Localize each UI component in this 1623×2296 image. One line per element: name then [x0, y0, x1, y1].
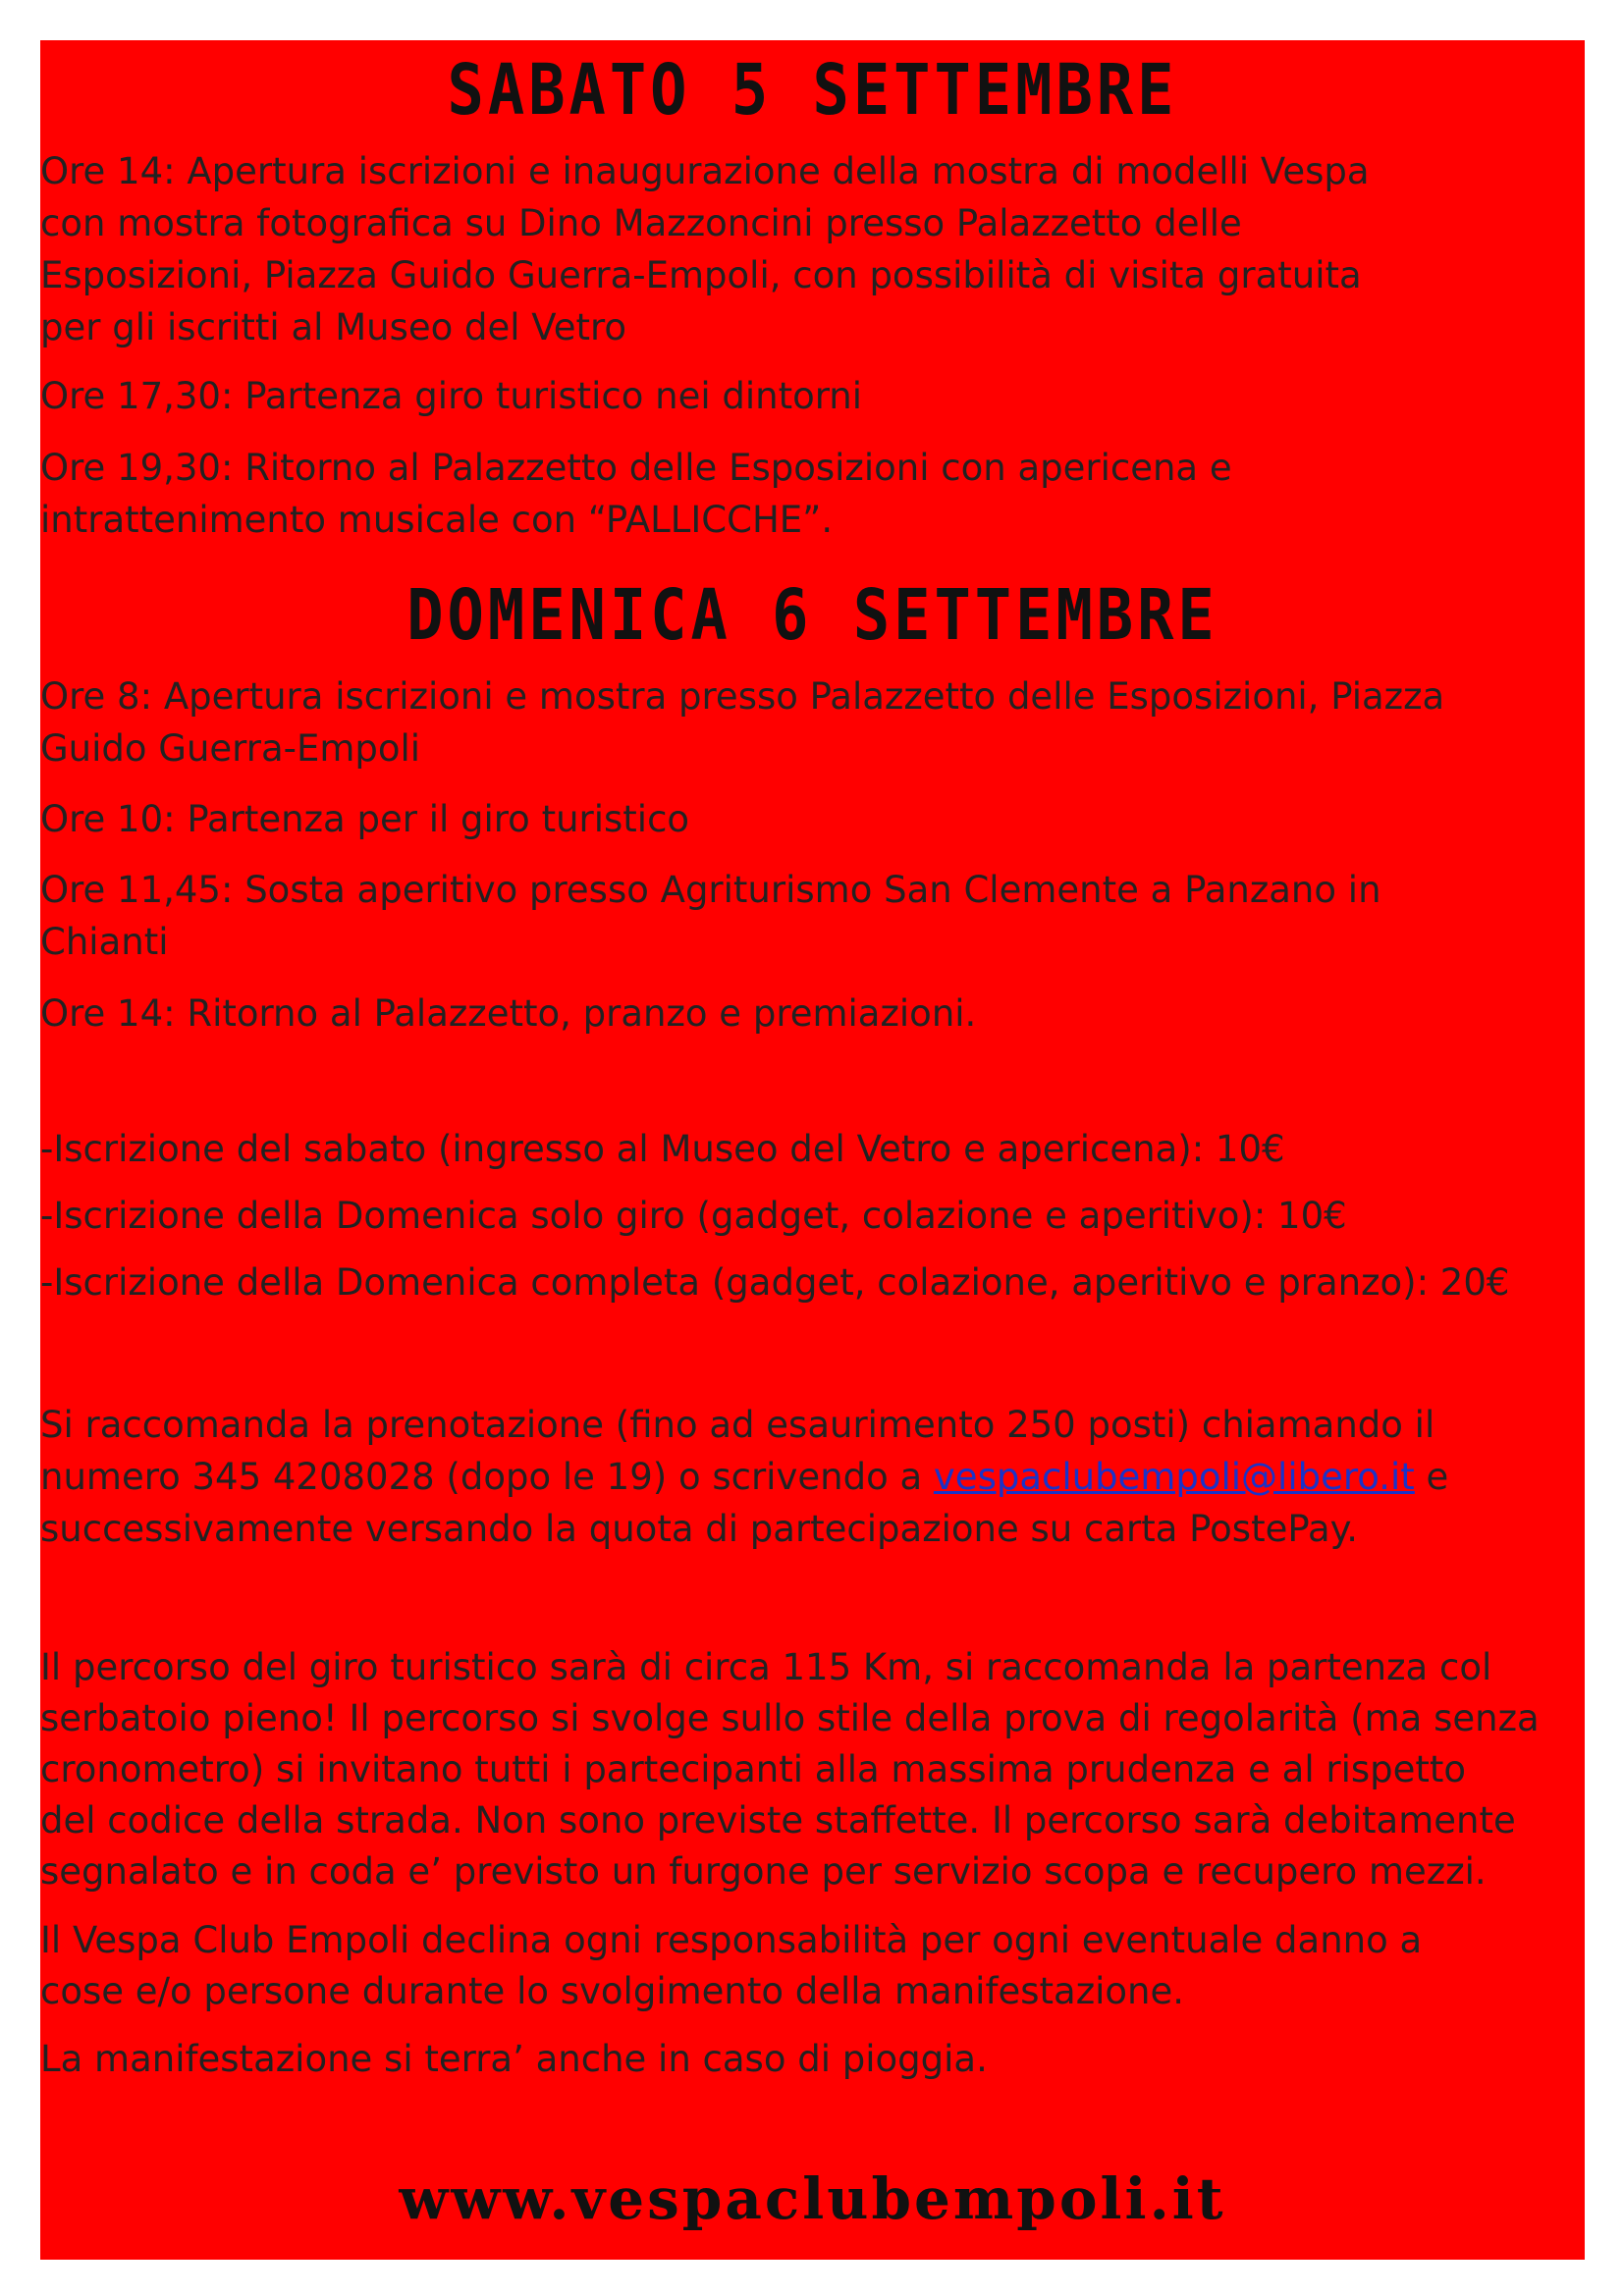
red-flyer-page: [40, 40, 1585, 2260]
saturday-item-3-line-1: Ore 19,30: Ritorno al Palazzetto delle Esposizioni con apericena e: [40, 447, 1232, 489]
website-link[interactable]: www.vespaclubempoli.it: [399, 2165, 1226, 2232]
saturday-item-1-line-4: per gli iscritti al Museo del Vetro: [40, 306, 627, 348]
disclaimer-line-2: cose e/o persone durante lo svolgimento della manifestazione.: [40, 1970, 1185, 2012]
saturday-title: SABATO 5 SETTEMBRE: [447, 48, 1178, 132]
saturday-item-1-line-1: Ore 14: Apertura iscrizioni e inaugurazione della mostra di modelli Vespa: [40, 150, 1370, 192]
saturday-item-1-line-2: con mostra fotografica su Dino Mazzoncini presso Palazzetto delle: [40, 202, 1242, 244]
route-line-1: Il percorso del giro turistico sarà di circa 115 Km, si raccomanda la partenza col: [40, 1646, 1492, 1688]
disclaimer-line-1: Il Vespa Club Empoli declina ogni responsabilità per ogni eventuale danno a: [40, 1919, 1423, 1961]
route-line-3: cronometro) si invitano tutti i partecipanti alla massima prudenza e al rispetto: [40, 1748, 1467, 1790]
sunday-item-1-line-1: Ore 8: Apertura iscrizioni e mostra presso Palazzetto delle Esposizioni, Piazza: [40, 675, 1445, 718]
sunday-item-3-line-1: Ore 11,45: Sosta aperitivo presso Agriturismo San Clemente a Panzano in: [40, 869, 1381, 911]
email-link[interactable]: vespaclubempoli@libero.it: [933, 1456, 1415, 1498]
sunday-item-3-line-2: Chianti: [40, 921, 169, 963]
fee-sunday-full: -Iscrizione della Domenica completa (gadget, colazione, aperitivo e pranzo): 20€: [40, 1261, 1510, 1304]
route-line-5: segnalato e in coda e’ previsto un furgone per servizio scopa e recupero mezzi.: [40, 1850, 1487, 1893]
route-line-4: del codice della strada. Non sono previste staffette. Il percorso sarà debitamente: [40, 1799, 1516, 1842]
booking-line-1: Si raccomanda la prenotazione (fino ad esaurimento 250 posti) chiamando il: [40, 1404, 1435, 1446]
booking-line-2-text: numero 345 4208028 (dopo le 19) o scrivendo a: [40, 1456, 934, 1498]
booking-line-2-end: e: [1414, 1456, 1449, 1498]
sunday-item-1-line-2: Guido Guerra-Empoli: [40, 727, 421, 770]
booking-line-3: successivamente versando la quota di partecipazione su carta PostePay.: [40, 1508, 1359, 1550]
sunday-item-2: Ore 10: Partenza per il giro turistico: [40, 798, 690, 840]
saturday-item-1-line-3: Esposizioni, Piazza Guido Guerra-Empoli, con possibilità di visita gratuita: [40, 254, 1362, 296]
sunday-item-4: Ore 14: Ritorno al Palazzetto, pranzo e premiazioni.: [40, 992, 977, 1035]
rain-note: La manifestazione si terra’ anche in caso di pioggia.: [40, 2038, 988, 2080]
saturday-item-3-line-2: intrattenimento musicale con “PALLICCHE”.: [40, 499, 834, 541]
booking-line-2: [40, 1452, 1448, 1503]
sunday-title: DOMENICA 6 SETTEMBRE: [406, 573, 1218, 657]
fee-sunday-tour: -Iscrizione della Domenica solo giro (gadget, colazione e aperitivo): 10€: [40, 1195, 1347, 1237]
fee-saturday: -Iscrizione del sabato (ingresso al Museo del Vetro e apericena): 10€: [40, 1128, 1285, 1170]
route-line-2: serbatoio pieno! Il percorso si svolge sullo stile della prova di regolarità (ma senza: [40, 1697, 1540, 1739]
saturday-item-2: Ore 17,30: Partenza giro turistico nei dintorni: [40, 375, 863, 417]
